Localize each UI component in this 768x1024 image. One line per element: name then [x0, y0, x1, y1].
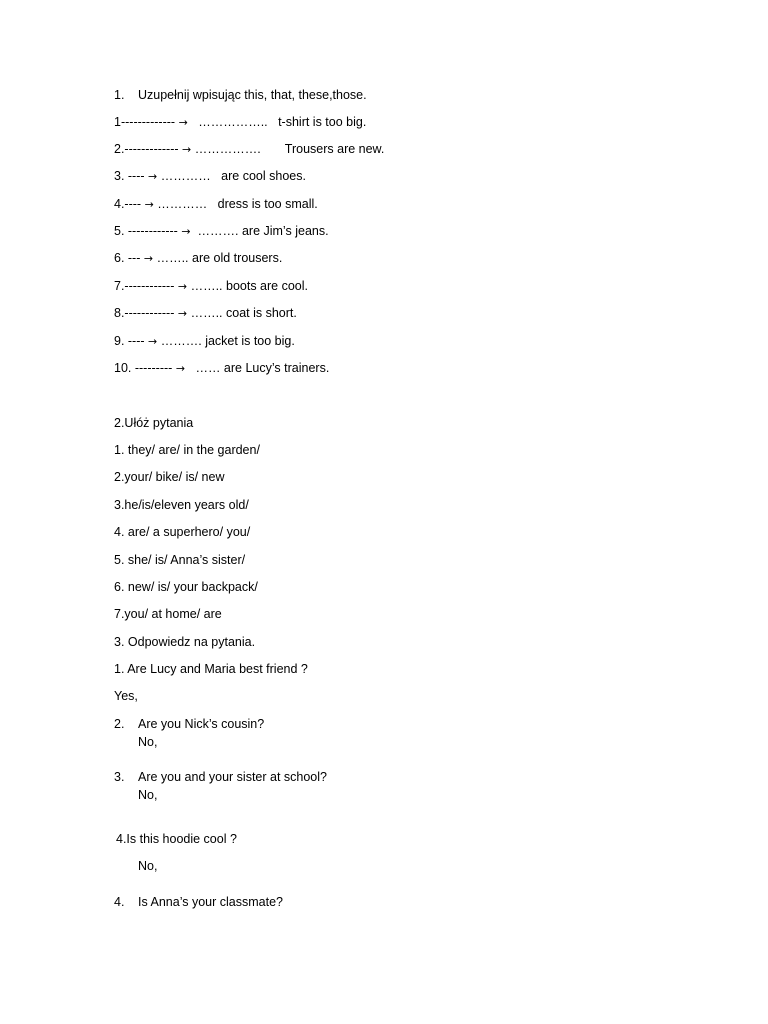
fill-item-3: [114, 168, 306, 185]
item-prefix: 1-------------: [114, 115, 176, 129]
question-text: Are you and your sister at school?: [138, 770, 327, 784]
item-blank: ……..: [187, 279, 223, 293]
item-text: dress is too small.: [207, 197, 318, 211]
item-prefix: 4.----: [114, 197, 142, 211]
answer-question-1: 1. Are Lucy and Maria best friend ?: [114, 662, 308, 676]
item-text: coat is short.: [222, 306, 297, 320]
section1-title: Uzupełnij wpisując this, that, these,those.: [138, 88, 367, 102]
section1-number: 1.: [114, 88, 125, 102]
fill-item-10: [114, 360, 329, 377]
item-prefix: 5. ------------: [114, 224, 178, 238]
fill-item-9: [114, 333, 295, 350]
item-blank: …………: [157, 169, 211, 183]
item-text: are Lucy’s trainers.: [220, 361, 330, 375]
answer-question-4: 4.Is this hoodie cool ?: [116, 832, 237, 846]
fill-item-6: [114, 250, 282, 267]
item-prefix: 2.-------------: [114, 142, 179, 156]
arrow-icon: →: [148, 335, 158, 348]
arrow-icon: →: [177, 307, 188, 320]
answer-question-2: [114, 716, 264, 732]
answer-start-3: No,: [138, 788, 158, 802]
section1-heading: [114, 87, 367, 103]
question-item-2: 2.your/ bike/ is/ new: [114, 470, 225, 484]
answer-start-4: No,: [138, 859, 158, 873]
item-prefix: 8.------------: [114, 306, 175, 320]
item-text: boots are cool.: [222, 279, 308, 293]
fill-item-7: [114, 278, 308, 295]
item-blank: ……………..: [187, 115, 268, 129]
arrow-icon: →: [175, 362, 186, 375]
fill-item-8: [114, 305, 297, 322]
question-item-3: 3.he/is/eleven years old/: [114, 498, 249, 512]
arrow-icon: →: [177, 280, 188, 293]
section2-heading: 2.Ułóż pytania: [114, 416, 194, 430]
arrow-icon: →: [143, 252, 154, 265]
question-item-7: 7.you/ at home/ are: [114, 607, 222, 621]
arrow-icon: →: [148, 170, 158, 183]
question-number: 2.: [114, 717, 125, 731]
item-blank: …………: [153, 197, 208, 211]
item-text: are Jim’s jeans.: [238, 224, 329, 238]
question-text: Are you Nick’s cousin?: [138, 717, 265, 731]
question-item-6: 6. new/ is/ your backpack/: [114, 580, 258, 594]
question-item-5: 5. she/ is/ Anna’s sister/: [114, 553, 246, 567]
item-text: t-shirt is too big.: [267, 115, 367, 129]
question-number: 3.: [114, 770, 125, 784]
item-blank: ……..: [187, 306, 223, 320]
question-text: Is Anna’s your classmate?: [138, 895, 283, 909]
fill-item-2: [114, 141, 384, 158]
fill-item-4: [114, 196, 318, 213]
item-prefix: 3. ----: [114, 169, 145, 183]
arrow-icon: →: [144, 198, 154, 211]
item-blank: ……..: [153, 251, 189, 265]
item-text: jacket is too big.: [201, 334, 295, 348]
item-blank: ……….: [190, 224, 239, 238]
question-number: 4.: [114, 895, 125, 909]
answer-start-2: No,: [138, 735, 158, 749]
fill-item-5: [114, 223, 329, 240]
arrow-icon: →: [182, 143, 192, 156]
item-prefix: 6. ---: [114, 251, 141, 265]
arrow-icon: →: [178, 116, 188, 129]
question-item-4: 4. are/ a superhero/ you/: [114, 525, 251, 539]
fill-item-1: [114, 114, 366, 131]
section3-heading: 3. Odpowiedz na pytania.: [114, 635, 256, 649]
item-prefix: 10. ---------: [114, 361, 173, 375]
answer-question-5: [114, 894, 283, 910]
answer-start-1: Yes,: [114, 689, 138, 703]
question-item-1: 1. they/ are/ in the garden/: [114, 443, 260, 457]
item-blank: ……….: [157, 334, 202, 348]
item-text: Trousers are new.: [260, 142, 385, 156]
item-text: are cool shoes.: [210, 169, 306, 183]
item-blank: …………….: [191, 142, 261, 156]
item-text: are old trousers.: [188, 251, 283, 265]
item-prefix: 9. ----: [114, 334, 145, 348]
arrow-icon: →: [181, 225, 191, 238]
item-blank: ……: [185, 361, 221, 375]
answer-question-3: [114, 769, 327, 785]
item-prefix: 7.------------: [114, 279, 175, 293]
